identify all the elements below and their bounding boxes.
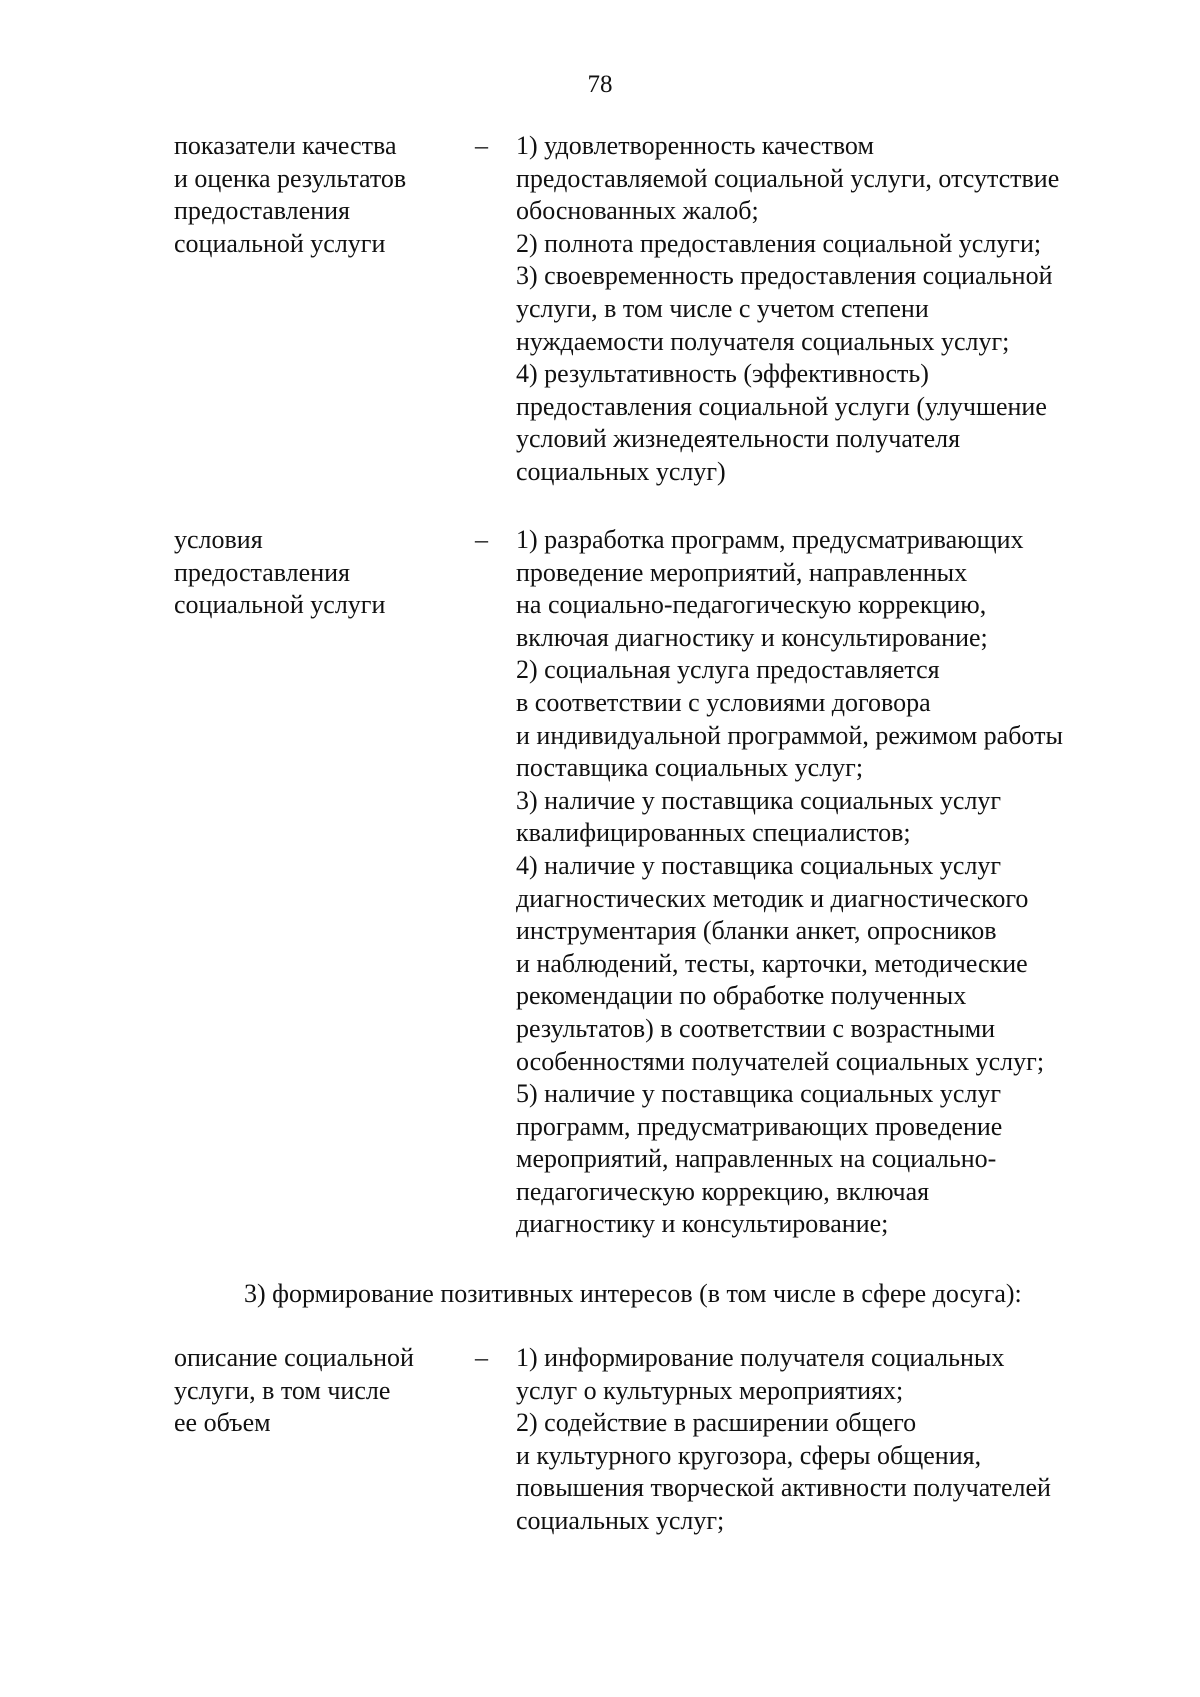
content-line: и наблюдений, тесты, карточки, методические <box>516 948 1028 978</box>
content-line: инструментария (бланки анкет, опросников <box>516 916 997 946</box>
content-line: 3) наличие у поставщика социальных услуг <box>516 785 1002 815</box>
content-line: мероприятий, направленных на социально- <box>516 1144 997 1174</box>
section-quality-indicators <box>174 130 1114 489</box>
label-line: социальной услуги <box>174 590 386 620</box>
content-line: услуги, в том числе с учетом степени <box>516 293 929 323</box>
content-line: 4) результативность (эффективность) <box>516 359 929 389</box>
content-line: 1) удовлетворенность качеством <box>516 131 874 160</box>
label-line: предоставления <box>174 557 350 587</box>
section-label <box>174 1342 439 1440</box>
page-number: 78 <box>587 71 613 98</box>
content-line: услуг о культурных мероприятиях; <box>516 1375 904 1405</box>
content-line: 1) разработка программ, предусматривающих <box>516 525 1024 554</box>
content-line: включая диагностику и консультирование; <box>516 622 988 652</box>
content-line: поставщика социальных услуг; <box>516 753 864 783</box>
content-line: 5) наличие у поставщика социальных услуг <box>516 1079 1002 1109</box>
section-content <box>516 524 1114 1241</box>
content-line: 4) наличие у поставщика социальных услуг <box>516 850 1002 880</box>
section-conditions <box>174 524 1114 1241</box>
label-line: и оценка результатов <box>174 163 407 193</box>
dash-separator: – <box>475 1343 488 1372</box>
section-label <box>174 524 439 622</box>
content-line: социальных услуг; <box>516 1505 725 1535</box>
content-line: педагогическую коррекцию, включая <box>516 1176 930 1206</box>
section-content <box>516 130 1114 489</box>
label-line: социальной услуги <box>174 228 386 258</box>
section-content <box>516 1342 1114 1538</box>
content-line: 2) социальная услуга предоставляется <box>516 655 940 685</box>
content-line: программ, предусматривающих проведение <box>516 1111 1003 1141</box>
content-line: 1) информирование получателя социальных <box>516 1343 1005 1372</box>
content-line: квалифицированных специалистов; <box>516 818 911 848</box>
content-line: на социально-педагогическую коррекцию, <box>516 590 987 620</box>
label-line: ее объем <box>174 1408 271 1438</box>
content-line: 2) содействие в расширении общего <box>516 1408 917 1438</box>
content-line: нуждаемости получателя социальных услуг; <box>516 326 1010 356</box>
label-line: предоставления <box>174 196 350 226</box>
content-line: социальных услуг) <box>516 456 726 486</box>
section-label <box>174 130 439 260</box>
content-line: условий жизнедеятельности получателя <box>516 424 961 454</box>
section-row <box>174 524 1114 1241</box>
content-line: в соответствии с условиями договора <box>516 687 931 717</box>
label-line: описание социальной <box>174 1343 414 1372</box>
content-line: результатов) в соответствии с возрастными <box>516 1013 996 1043</box>
content-line: проведение мероприятий, направленных <box>516 557 968 587</box>
content-line: 2) полнота предоставления социальной услуги; <box>516 228 1042 258</box>
dash-separator: – <box>475 525 488 554</box>
label-line: услуги, в том числе <box>174 1375 391 1405</box>
content-line: обоснованных жалоб; <box>516 196 759 226</box>
label-line: условия <box>174 525 263 554</box>
content-line: предоставляемой социальной услуги, отсутствие <box>516 163 1060 193</box>
section-row <box>174 1342 1114 1538</box>
dash-separator: – <box>475 131 488 160</box>
content-line: рекомендации по обработке полученных <box>516 981 967 1011</box>
section-row <box>174 130 1114 489</box>
content-line: повышения творческой активности получателей <box>516 1473 1051 1503</box>
subsection-heading: 3) формирование позитивных интересов (в том числе в сфере досуга): <box>244 1279 1022 1308</box>
content-line: 3) своевременность предоставления социальной <box>516 261 1053 291</box>
section-description <box>174 1342 1114 1538</box>
content-line: диагностику и консультирование; <box>516 1209 889 1239</box>
content-line: и культурного кругозора, сферы общения, <box>516 1440 982 1470</box>
content-line: предоставления социальной услуги (улучшение <box>516 391 1047 421</box>
label-line: показатели качества <box>174 131 397 160</box>
content-line: и индивидуальной программой, режимом работы <box>516 720 1063 750</box>
content-line: особенностями получателей социальных услуг; <box>516 1046 1045 1076</box>
content-line: диагностических методик и диагностического <box>516 883 1029 913</box>
